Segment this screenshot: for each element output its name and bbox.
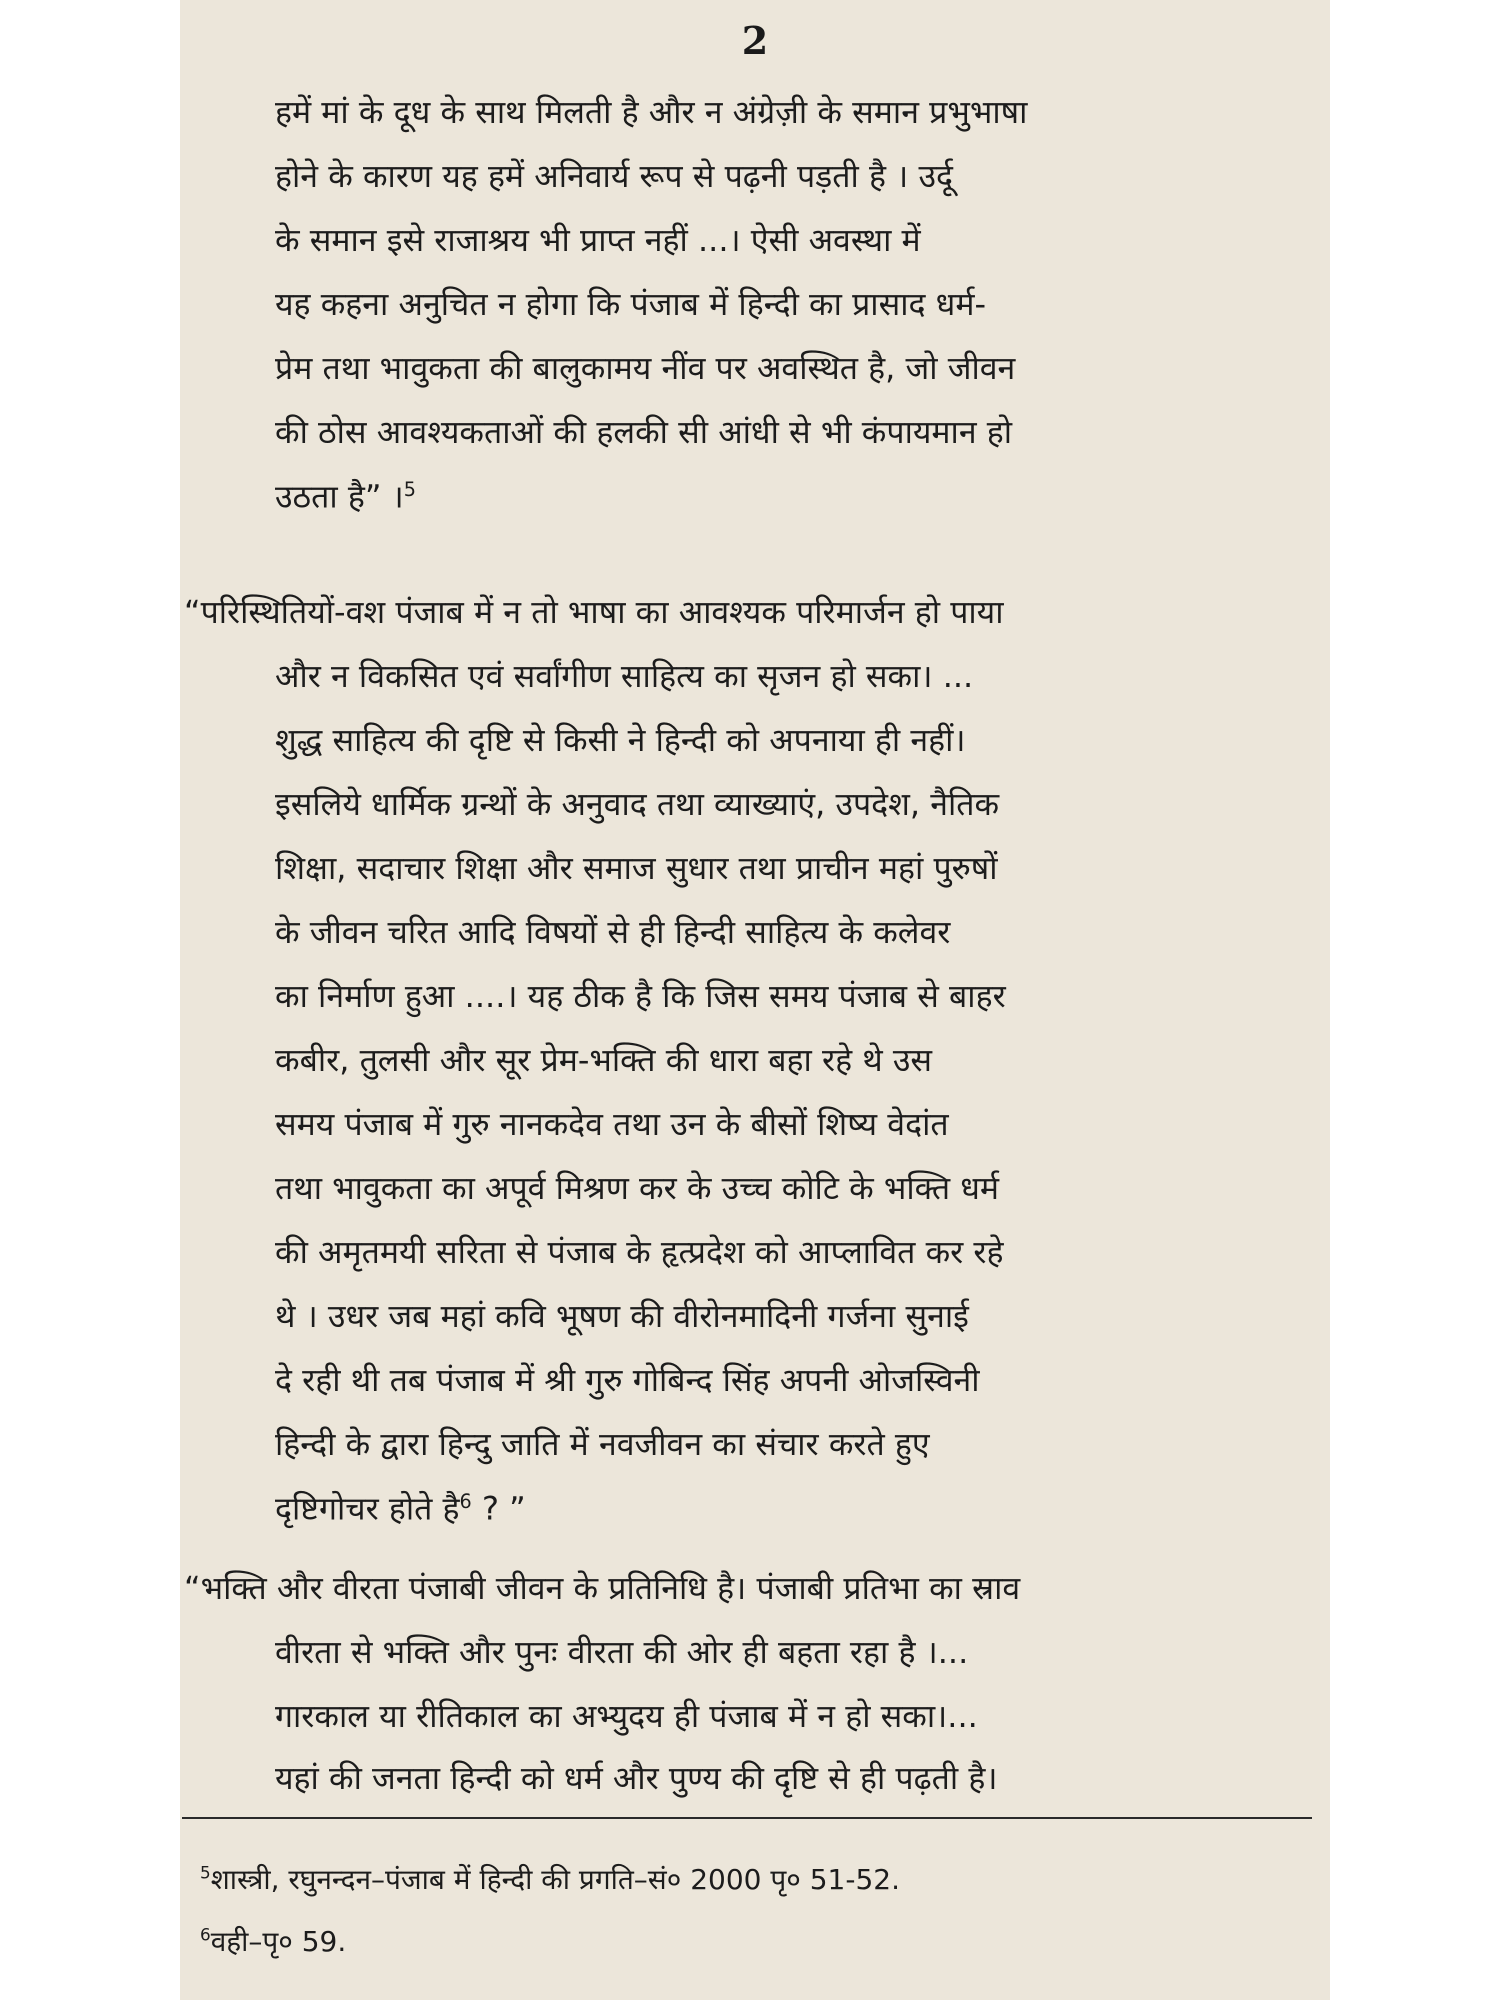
text-line: प्रेम तथा भावुकता की बालुकामय नींव पर अवस्थित है, जो जीवन (275, 349, 1016, 387)
footnote-number: 6 (200, 1924, 211, 1945)
text-line: यह कहना अनुचित न होगा कि पंजाब में हिन्दी का प्रासाद धर्म- (275, 285, 987, 323)
text-line: का निर्माण हुआ ....। यह ठीक है कि जिस समय पंजाब से बाहर (275, 977, 1006, 1015)
text-line: कबीर, तुलसी और सूर प्रेम-भक्ति की धारा बहा रहे थे उस (275, 1041, 933, 1079)
text-line: हिन्दी के द्वारा हिन्दु जाति में नवजीवन का संचार करते हुए (275, 1425, 930, 1463)
page-number: 2 (741, 18, 769, 63)
line-text: दृष्टिगोचर होते है (275, 1489, 460, 1528)
text-line: समय पंजाब में गुरु नानकदेव तथा उन के बीसों शिष्य वेदांत (275, 1105, 949, 1143)
text-line: थे । उधर जब महां कवि भूषण की वीरोनमादिनी गर्जना सुनाई (275, 1297, 969, 1335)
text-line: “भक्ति और वीरता पंजाबी जीवन के प्रतिनिधि है। पंजाबी प्रतिभा का स्राव (184, 1569, 1021, 1607)
footnote-number: 5 (200, 1862, 211, 1883)
footnote-ref: 6 (459, 1490, 472, 1513)
text-line (275, 477, 416, 516)
text-line: शुद्ध साहित्य की दृष्टि से किसी ने हिन्दी को अपनाया ही नहीं। (275, 721, 966, 759)
text-line: हमें मां के दूध के साथ मिलती है और न अंग्रेज़ी के समान प्रभुभाषा (275, 93, 1028, 131)
text-line: यहां की जनता हिन्दी को धर्म और पुण्य की दृष्टि से ही पढ़ती है। (275, 1759, 998, 1797)
text-line: तथा भावुकता का अपूर्व मिश्रण कर के उच्च कोटि के भक्ति धर्म (275, 1169, 1000, 1207)
text-line: के समान इसे राजाश्रय भी प्राप्त नहीं ...। ऐसी अवस्था में (275, 221, 921, 259)
text-line: की अमृतमयी सरिता से पंजाब के हृत्प्रदेश को आप्लावित कर रहे (275, 1233, 1004, 1271)
text-line: वीरता से भक्ति और पुनः वीरता की ओर ही बहता रहा है ।... (275, 1633, 969, 1671)
text-line (275, 1489, 526, 1528)
text-line: होने के कारण यह हमें अनिवार्य रूप से पढ़नी पड़ती है । उर्दू (275, 157, 953, 195)
text-line: शिक्षा, सदाचार शिक्षा और समाज सुधार तथा प्राचीन महां पुरुषों (275, 849, 998, 887)
footnote (200, 1922, 346, 1960)
footnote (200, 1860, 900, 1898)
book-page (180, 0, 1330, 2000)
footnote-divider (182, 1817, 1312, 1819)
line-text: ? ” (471, 1489, 526, 1528)
text-line: की ठोस आवश्यकताओं की हलकी सी आंधी से भी कंपायमान हो (275, 413, 1013, 451)
text-line: और न विकसित एवं सर्वांगीण साहित्य का सृजन हो सका। ... (275, 657, 974, 695)
footnote-ref: 5 (403, 478, 416, 501)
text-line: दे रही थी तब पंजाब में श्री गुरु गोबिन्द सिंह अपनी ओजस्विनी (275, 1361, 980, 1399)
line-text: उठता है” । (275, 477, 404, 516)
text-line: के जीवन चरित आदि विषयों से ही हिन्दी साहित्य के कलेवर (275, 913, 951, 951)
footnote-text: शास्त्री, रघुनन्दन–पंजाब में हिन्दी की प्रगति–सं० 2000 पृ० 51-52. (210, 1863, 900, 1896)
text-line: इसलिये धार्मिक ग्रन्थों के अनुवाद तथा व्याख्याएं, उपदेश, नैतिक (275, 785, 1000, 823)
text-line: “परिस्थितियों-वश पंजाब में न तो भाषा का आवश्यक परिमार्जन हो पाया (184, 593, 1004, 631)
footnote-text: वही–पृ० 59. (210, 1925, 347, 1958)
text-line: गारकाल या रीतिकाल का अभ्युदय ही पंजाब में न हो सका।... (275, 1697, 978, 1735)
